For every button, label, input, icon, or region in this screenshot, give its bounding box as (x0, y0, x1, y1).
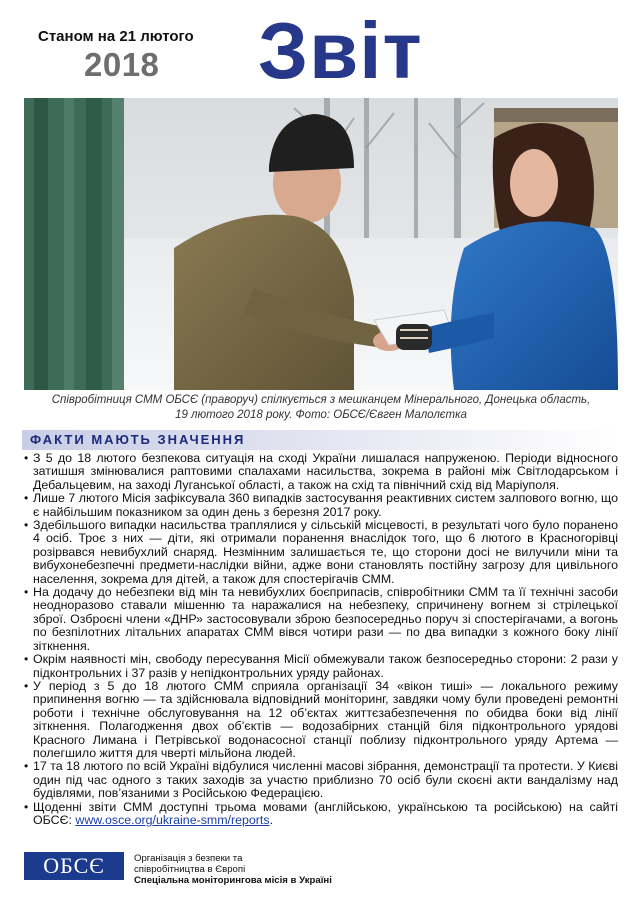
list-item-reports (24, 801, 618, 828)
osce-logo-text: ОБСЄ (43, 853, 105, 878)
list-item: • Окрім наявності мін, свободу пересування Місії обмежували також безпосередньо сторони: 2 рази у підконтрольних і 37 разів у непідконтрольних уряду районах. (24, 653, 618, 680)
organization-name (134, 853, 332, 886)
reports-link[interactable]: www.osce.org/ukraine-smm/reports (75, 812, 270, 827)
org-line-1: Організація з безпеки та (134, 853, 243, 864)
report-title: Звіт (258, 6, 423, 95)
list-item: • Лише 7 лютого Місія зафіксувала 360 випадків застосування реактивних систем залпового вогню, що є найбільшим показником за один день з березня 2017 року. (24, 492, 618, 519)
reports-text-end: . (269, 812, 274, 827)
reports-text: Щоденні звіти СММ доступні трьома мовами (англійською, українською та російською) на сайті ОБСЄ: (33, 799, 618, 827)
osce-logo (24, 852, 124, 880)
facts-list (24, 452, 618, 827)
org-line-3: Спеціальна моніторингова місія в Україні (134, 875, 332, 886)
facts-heading: ФАКТИ МАЮТЬ ЗНАЧЕННЯ (30, 432, 246, 447)
photo-caption (24, 393, 618, 423)
report-year: 2018 (84, 46, 160, 83)
list-item: • У період з 5 до 18 лютого СММ сприяла організації 34 «вікон тиші» — локального режиму припинення вогню — та здійснювала відповідний моніторинг, завдяки чому були проведені ремонтні роботи і технічне обслуговування на 12 об’єктах життєзабезпечення по обидва боки від лінії зіткнення. Полагодження двох об’єктів — водозабірних станцій біля підконтрольного урядові Красного Лимана і Петрівської водонасосної станції поблизу підконтрольного уряду Артема — полегшило життя для чверті мільйона людей. (24, 680, 618, 760)
footer (24, 852, 618, 886)
as-of-date: Станом на 21 лютого (38, 28, 194, 45)
photo-caption-line-1: Співробітниця СММ ОБСЄ (праворуч) спілкується з мешканцем Мінерального, Донецька область, (51, 394, 591, 406)
photo-caption-line-2: 19 лютого 2018 року. Фото: ОБСЄ/Євген Малолєтка (175, 409, 467, 421)
list-item: • 17 та 18 лютого по всій Україні відбулися численні масові зібрання, демонстрації та протести. У Києві один під час одного з таких заходів за участю приблизно 70 осіб були скоєні акти вандалізму над будівлями, пов’язаними з Російською Федерацією. (24, 760, 618, 800)
org-line-2: співробітництва в Європі (134, 864, 246, 875)
facts-heading-bar (22, 430, 618, 450)
report-header (0, 0, 642, 98)
list-item: • З 5 до 18 лютого безпекова ситуація на сході України лишалася напруженою. Періоди відносного затишшя змінювалися раптовими спалахами насильства, зокрема в районі між Світлодарськом і Дебальцевим, на заході Луганської області, а також на схід та північний схід від Маріуполя. (24, 452, 618, 492)
cover-photo (24, 98, 618, 390)
list-item: • Здебільшого випадки насильства траплялися у сільській місцевості, в результаті чого було поранено 4 осіб. Троє з них — діти, які отримали поранення внаслідок того, що 6 лютого в Красногорівці розірвався невибухлий снаряд. Незмінним залишається те, що сторони досі не вилучили міни та вибухонебезпечні предмети-наслідки війни, адже вони становлять постійну загрозу для цивільного населення, зокрема для дітей, а також для спостерігачів СММ. (24, 519, 618, 586)
list-item: • На додачу до небезпеки від мін та невибухлих боєприпасів, співробітники СММ та її технічні засоби неодноразово ставали мішенню та наражалися на небезпеку, спричинену вогнем зі стрілецької зброї. Озброєні члени «ДНР» застосовували зброю безпосередньо поруч зі спостерігачами, а вогонь по безпілотних літальних апаратах СММ вівся чотири рази — по два випадки з кожного боку лінії зіткнення. (24, 586, 618, 653)
